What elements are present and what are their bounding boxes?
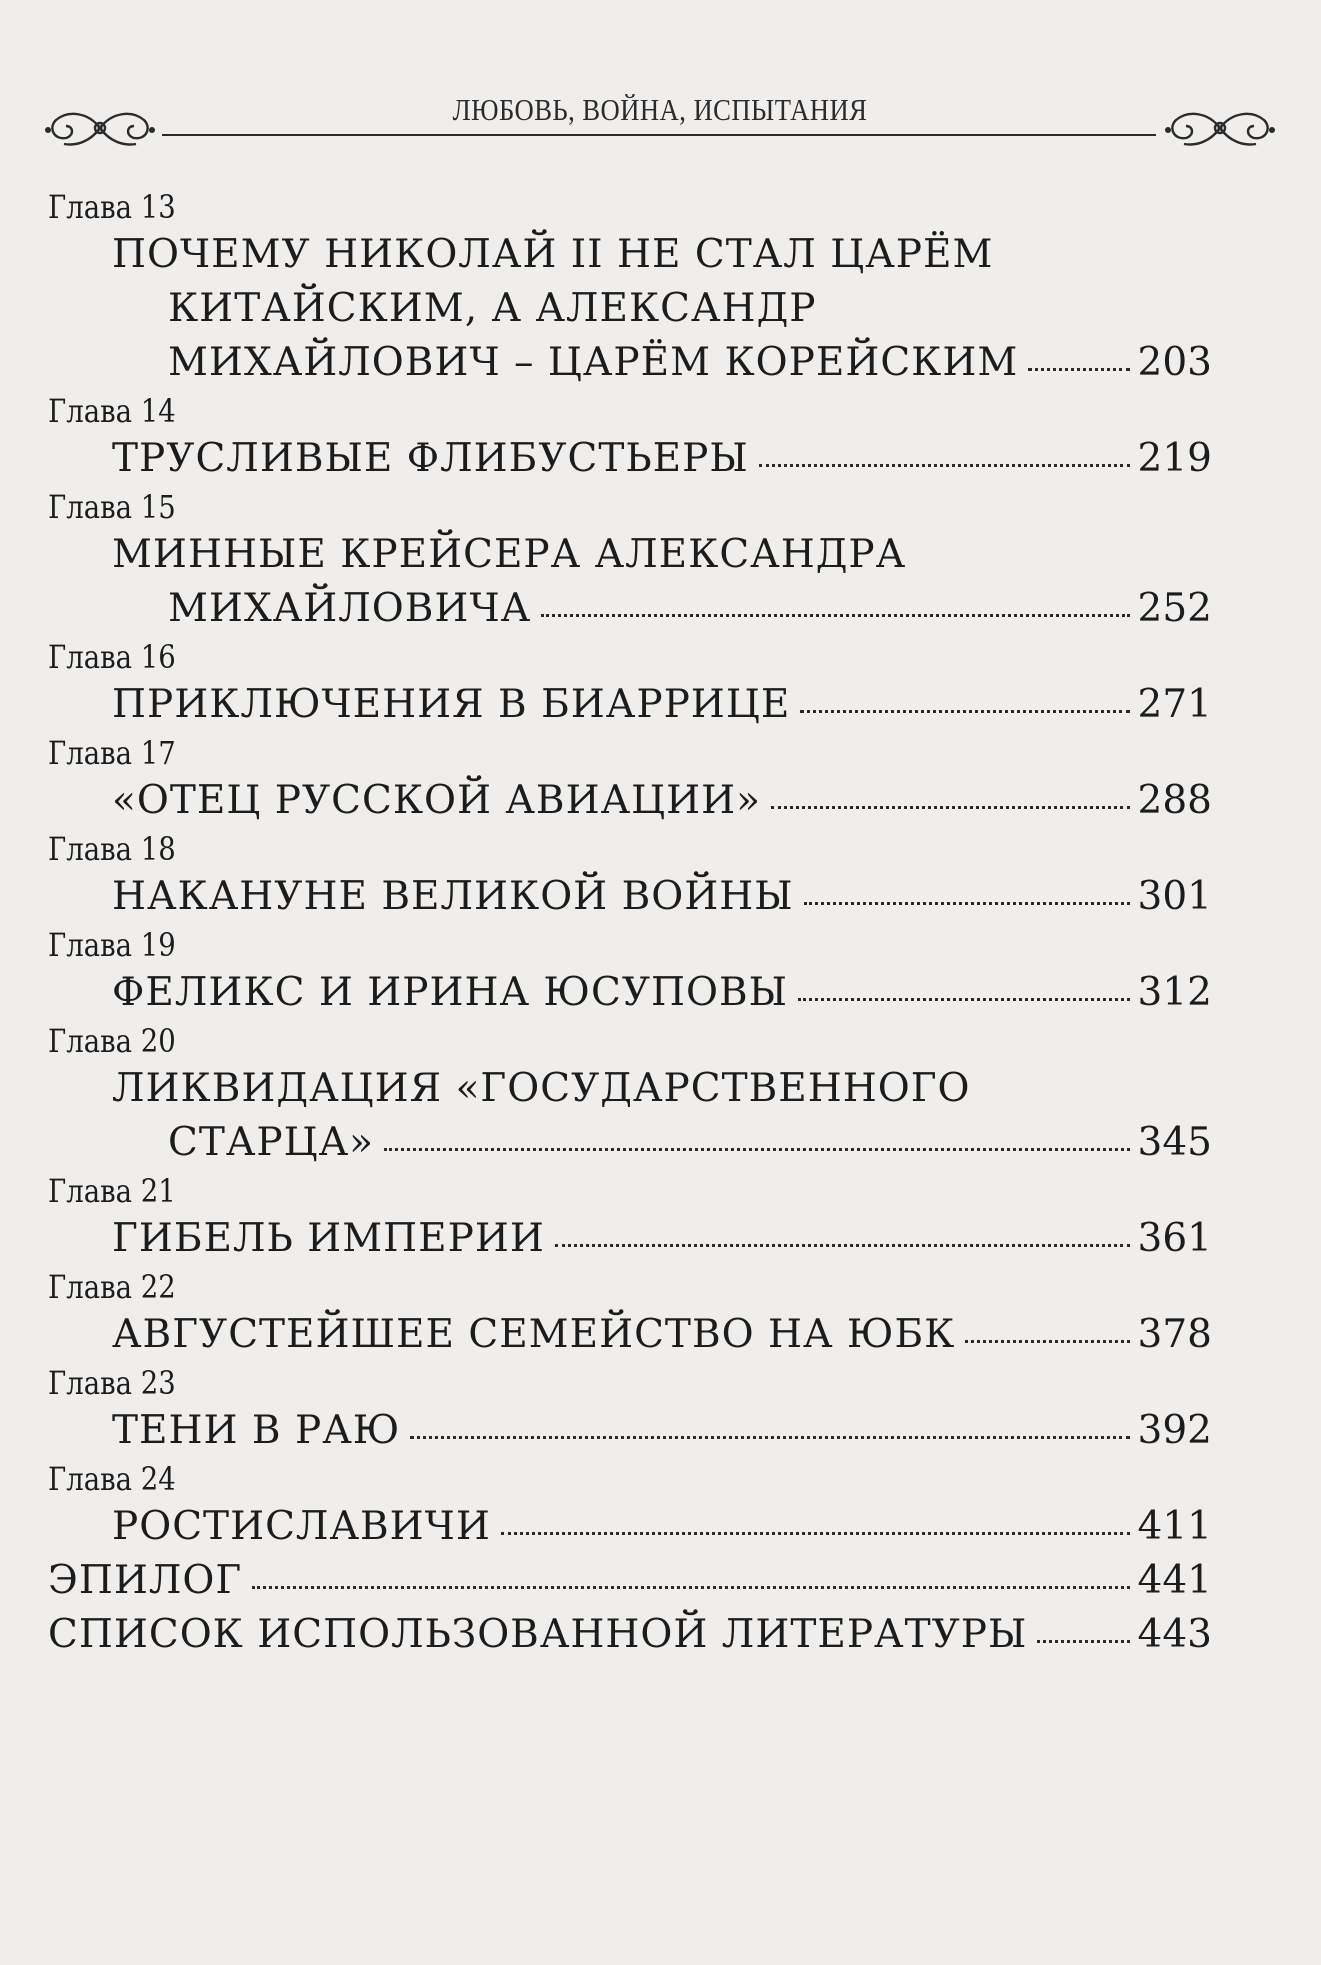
page-number: 441 bbox=[1137, 1558, 1212, 1603]
dot-leader bbox=[501, 1532, 1130, 1535]
chapter-title-line bbox=[48, 432, 1212, 486]
chapter-title: СТАРЦА» bbox=[168, 1120, 375, 1165]
chapter-title-line bbox=[48, 336, 1212, 390]
dot-leader bbox=[800, 710, 1129, 713]
dot-leader bbox=[771, 806, 1130, 809]
toc-entry bbox=[48, 828, 1212, 924]
chapter-title-line bbox=[48, 1308, 1212, 1362]
chapter-label: Глава 18 bbox=[48, 830, 176, 868]
header-title: ЛЮБОВЬ, ВОЙНА, ИСПЫТАНИЯ bbox=[452, 92, 868, 127]
dot-leader bbox=[965, 1340, 1129, 1343]
chapter-label: Глава 15 bbox=[48, 488, 176, 526]
page-number: 345 bbox=[1137, 1120, 1212, 1165]
page-number: 411 bbox=[1137, 1504, 1212, 1549]
page-number: 392 bbox=[1137, 1408, 1212, 1453]
chapter-title-line bbox=[48, 1212, 1212, 1266]
chapter-label: Глава 21 bbox=[48, 1172, 176, 1210]
chapter-label: Глава 13 bbox=[48, 188, 176, 226]
chapter-title-line bbox=[48, 678, 1212, 732]
chapter-title-line bbox=[48, 774, 1212, 828]
chapter-title: ГИБЕЛЬ ИМПЕРИИ bbox=[112, 1216, 545, 1261]
page-number: 378 bbox=[1137, 1312, 1212, 1357]
toc-entry bbox=[48, 486, 1212, 636]
page-number: 301 bbox=[1137, 874, 1212, 919]
toc-entry bbox=[48, 1266, 1212, 1362]
page-number: 219 bbox=[1137, 436, 1212, 481]
chapter-title-line bbox=[48, 282, 1212, 336]
toc-entry bbox=[48, 1020, 1212, 1170]
toc-entry bbox=[48, 1458, 1212, 1554]
toc-entry bbox=[48, 1362, 1212, 1458]
chapter-title: ТРУСЛИВЫЕ ФЛИБУСТЬЕРЫ bbox=[112, 436, 749, 481]
chapter-label: Глава 22 bbox=[48, 1268, 176, 1306]
chapter-title-line bbox=[48, 966, 1212, 1020]
dot-leader bbox=[798, 998, 1130, 1001]
chapter-title-line bbox=[48, 528, 1212, 582]
chapter-title-line bbox=[48, 1554, 1212, 1608]
chapter-label: Глава 20 bbox=[48, 1022, 176, 1060]
page-number: 252 bbox=[1137, 586, 1212, 631]
page-number: 203 bbox=[1137, 340, 1212, 385]
toc-entry bbox=[48, 390, 1212, 486]
page-number: 443 bbox=[1137, 1612, 1212, 1657]
toc-entry bbox=[48, 1554, 1212, 1608]
right-ornament-icon bbox=[1160, 102, 1280, 154]
chapter-title: КИТАЙСКИМ, А АЛЕКСАНДР bbox=[168, 286, 817, 331]
chapter-title: ЭПИЛОГ bbox=[48, 1558, 243, 1603]
chapter-title-line bbox=[48, 1116, 1212, 1170]
page-number: 271 bbox=[1137, 682, 1212, 727]
page-number: 312 bbox=[1137, 970, 1212, 1015]
dot-leader bbox=[1037, 1640, 1129, 1643]
page-number: 288 bbox=[1137, 778, 1212, 823]
chapter-title-line bbox=[48, 1608, 1212, 1662]
page-number: 361 bbox=[1137, 1216, 1212, 1261]
chapter-title: ПРИКЛЮЧЕНИЯ В БИАРРИЦЕ bbox=[112, 682, 791, 727]
table-of-contents bbox=[48, 186, 1212, 1662]
chapter-title: РОСТИСЛАВИЧИ bbox=[112, 1504, 491, 1549]
chapter-title: МИХАЙЛОВИЧ – ЦАРЁМ КОРЕЙСКИМ bbox=[168, 340, 1019, 385]
toc-entry bbox=[48, 924, 1212, 1020]
dot-leader bbox=[759, 464, 1130, 467]
chapter-label: Глава 24 bbox=[48, 1460, 176, 1498]
chapter-title-line bbox=[48, 228, 1212, 282]
chapter-title: АВГУСТЕЙШЕЕ СЕМЕЙСТВО НА ЮБК bbox=[112, 1312, 956, 1357]
chapter-title: МИННЫЕ КРЕЙСЕРА АЛЕКСАНДРА bbox=[112, 532, 907, 577]
toc-entry bbox=[48, 1608, 1212, 1662]
chapter-label: Глава 17 bbox=[48, 734, 176, 772]
dot-leader bbox=[1028, 368, 1129, 371]
toc-entry bbox=[48, 636, 1212, 732]
chapter-title: МИХАЙЛОВИЧА bbox=[168, 586, 532, 631]
toc-entry bbox=[48, 732, 1212, 828]
dot-leader bbox=[252, 1586, 1129, 1589]
chapter-label: Глава 16 bbox=[48, 638, 176, 676]
toc-entry bbox=[48, 1170, 1212, 1266]
dot-leader bbox=[555, 1244, 1130, 1247]
chapter-title-line bbox=[48, 1404, 1212, 1458]
chapter-title: «ОТЕЦ РУССКОЙ АВИАЦИИ» bbox=[112, 778, 762, 823]
chapter-title: СПИСОК ИСПОЛЬЗОВАННОЙ ЛИТЕРАТУРЫ bbox=[48, 1612, 1028, 1657]
dot-leader bbox=[541, 614, 1129, 617]
chapter-title-line bbox=[48, 582, 1212, 636]
chapter-label: Глава 14 bbox=[48, 392, 176, 430]
chapter-label: Глава 23 bbox=[48, 1364, 176, 1402]
chapter-label: Глава 19 bbox=[48, 926, 176, 964]
dot-leader bbox=[804, 902, 1130, 905]
running-header bbox=[40, 92, 1280, 152]
chapter-title: ЛИКВИДАЦИЯ «ГОСУДАРСТВЕННОГО bbox=[112, 1066, 971, 1111]
chapter-title: НАКАНУНЕ ВЕЛИКОЙ ВОЙНЫ bbox=[112, 874, 794, 919]
chapter-title-line bbox=[48, 1062, 1212, 1116]
chapter-title-line bbox=[48, 1500, 1212, 1554]
header-rule bbox=[162, 134, 1156, 136]
dot-leader bbox=[410, 1436, 1129, 1439]
dot-leader bbox=[384, 1148, 1130, 1151]
chapter-title: ФЕЛИКС И ИРИНА ЮСУПОВЫ bbox=[112, 970, 789, 1015]
toc-entry bbox=[48, 186, 1212, 390]
chapter-title-line bbox=[48, 870, 1212, 924]
chapter-title: ТЕНИ В РАЮ bbox=[112, 1408, 401, 1453]
chapter-title: ПОЧЕМУ НИКОЛАЙ II НЕ СТАЛ ЦАРЁМ bbox=[112, 232, 994, 277]
